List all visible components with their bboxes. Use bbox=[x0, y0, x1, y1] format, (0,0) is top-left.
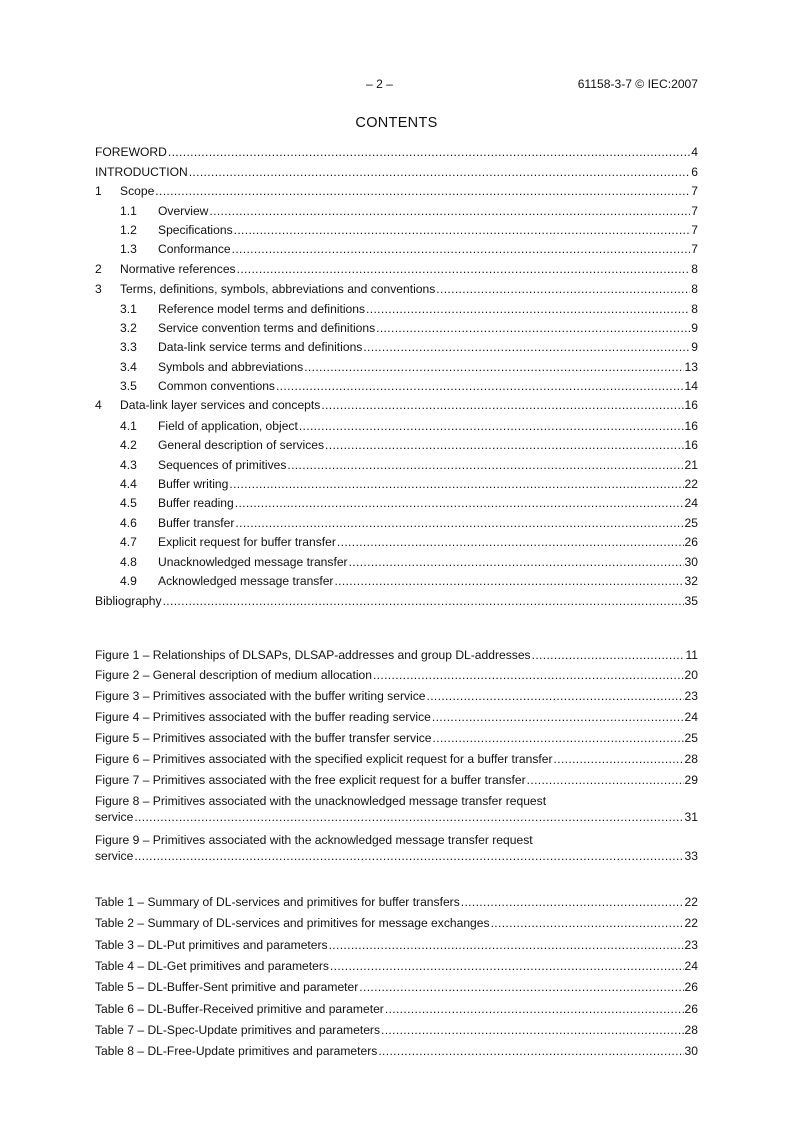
figure-entry-title: Figure 8 – Primitives associated with the unacknowledged message transfer request bbox=[95, 794, 547, 808]
toc-entry[interactable] bbox=[95, 184, 698, 200]
toc-entry-page: 35 bbox=[684, 594, 698, 608]
dot-leader bbox=[155, 184, 690, 198]
dot-leader bbox=[299, 419, 684, 433]
toc-entry[interactable] bbox=[95, 477, 698, 493]
figure-entry-page: 28 bbox=[684, 752, 698, 766]
dot-leader bbox=[363, 340, 690, 354]
toc-entry-number: 1.2 bbox=[120, 223, 137, 237]
toc-entry-title: Unacknowledged message transfer bbox=[158, 555, 348, 569]
figure-entry[interactable] bbox=[95, 773, 698, 789]
toc-entry-page: 9 bbox=[691, 340, 698, 354]
toc-entry[interactable] bbox=[95, 262, 698, 278]
table-entry-title: Table 4 – DL-Get primitives and parameters bbox=[95, 958, 329, 973]
table-entry-title: Table 3 – DL-Put primitives and parameters bbox=[95, 937, 328, 952]
table-entry[interactable] bbox=[95, 1002, 698, 1018]
toc-entry[interactable] bbox=[95, 496, 698, 512]
figure-entry-title: Figure 5 – Primitives associated with the buffer transfer service bbox=[95, 731, 432, 745]
dot-leader bbox=[168, 145, 690, 159]
toc-entry-page: 22 bbox=[684, 477, 698, 491]
figure-entry-title-cont: service bbox=[95, 810, 134, 824]
toc-entry-page: 14 bbox=[684, 379, 698, 393]
figure-entry[interactable] bbox=[95, 668, 698, 684]
figure-entry[interactable] bbox=[95, 648, 698, 664]
table-entry-page: 23 bbox=[684, 937, 698, 952]
table-entry[interactable] bbox=[95, 1023, 698, 1039]
toc-entry-title: Scope bbox=[120, 184, 155, 198]
toc-entry[interactable] bbox=[95, 165, 698, 181]
toc-entry-title: Reference model terms and definitions bbox=[158, 302, 366, 316]
toc-entry-title: Service convention terms and definitions bbox=[158, 321, 376, 335]
figure-entry[interactable] bbox=[95, 689, 698, 705]
toc-entry-title: Common conventions bbox=[158, 379, 275, 393]
toc-entry[interactable] bbox=[95, 145, 698, 161]
toc-entry[interactable] bbox=[95, 379, 698, 395]
figure-entry-page: 23 bbox=[684, 689, 698, 703]
dot-leader bbox=[366, 302, 690, 316]
table-entry[interactable] bbox=[95, 916, 698, 932]
dot-leader bbox=[232, 242, 691, 256]
figure-entry-page: 25 bbox=[684, 731, 698, 745]
toc-entry-title: General description of services bbox=[158, 438, 325, 452]
dot-leader bbox=[532, 648, 685, 662]
figure-entry[interactable] bbox=[95, 731, 698, 747]
dot-leader bbox=[337, 535, 684, 549]
dot-leader bbox=[334, 574, 683, 588]
toc-entry-page: 16 bbox=[684, 419, 698, 433]
figure-entry-page: 20 bbox=[684, 668, 698, 682]
table-entry-title: Table 7 – DL-Spec-Update primitives and parameters bbox=[95, 1022, 381, 1037]
figure-entry-title: Figure 2 – General description of medium allocation bbox=[95, 668, 372, 682]
toc-entry-page: 16 bbox=[684, 398, 698, 412]
toc-entry-title: Buffer transfer bbox=[158, 516, 235, 530]
toc-entry-title: Specifications bbox=[158, 223, 233, 237]
toc-entry-number: 3.3 bbox=[120, 340, 137, 354]
dot-leader bbox=[376, 321, 690, 335]
toc-entry-number: 3.2 bbox=[120, 321, 137, 335]
page-title: CONTENTS bbox=[355, 115, 438, 131]
toc-entry-page: 25 bbox=[684, 516, 698, 530]
table-entry-title: Table 1 – Summary of DL-services and primitives for buffer transfers bbox=[95, 895, 460, 909]
toc-entry-number: 4.9 bbox=[120, 574, 137, 588]
dot-leader bbox=[554, 752, 684, 766]
toc-entry-title: Sequences of primitives bbox=[158, 458, 287, 472]
toc-entry-title: Data-link service terms and definitions bbox=[158, 340, 363, 354]
dot-leader bbox=[432, 710, 684, 724]
figure-entry[interactable] bbox=[95, 833, 698, 865]
toc-entry-number: 2 bbox=[95, 262, 102, 276]
dot-leader bbox=[378, 1044, 683, 1058]
toc-entry[interactable] bbox=[95, 204, 698, 220]
dot-leader bbox=[329, 938, 684, 952]
figure-entry-title: Figure 6 – Primitives associated with the specified explicit request for a buffer transfer bbox=[95, 752, 553, 766]
table-entry-page: 22 bbox=[684, 916, 698, 931]
toc-entry-title: INTRODUCTION bbox=[95, 165, 188, 179]
toc-entry-page: 8 bbox=[691, 262, 698, 276]
figure-entry-page: 24 bbox=[684, 710, 698, 724]
toc-entry-page: 24 bbox=[684, 496, 698, 510]
figure-entry-title-cont: service bbox=[95, 849, 134, 863]
toc-entry-page: 7 bbox=[691, 223, 698, 237]
toc-entry-page: 21 bbox=[684, 458, 698, 472]
figure-entry-page: 11 bbox=[685, 648, 698, 662]
dot-leader bbox=[381, 1023, 684, 1037]
toc-entry-number: 4.8 bbox=[120, 555, 137, 569]
table-entry-page: 28 bbox=[684, 1022, 698, 1037]
figure-entry-title: Figure 4 – Primitives associated with the buffer reading service bbox=[95, 710, 431, 724]
toc-entry-page: 32 bbox=[684, 574, 698, 588]
toc-entry-number: 4.6 bbox=[120, 516, 137, 530]
figure-entry-title: Figure 3 – Primitives associated with the buffer writing service bbox=[95, 689, 426, 703]
figure-entry-title: Figure 7 – Primitives associated with the free explicit request for a buffer transfer bbox=[95, 773, 526, 787]
toc-entry-title: Symbols and abbreviations bbox=[158, 360, 304, 374]
toc-entry-title: Conformance bbox=[158, 242, 231, 256]
toc-entry-page: 8 bbox=[691, 302, 698, 316]
toc-entry-page: 16 bbox=[684, 438, 698, 452]
figure-entry-page: 33 bbox=[684, 849, 698, 863]
table-entry-page: 30 bbox=[684, 1044, 698, 1059]
toc-entry-title: FOREWORD bbox=[95, 145, 167, 159]
dot-leader bbox=[527, 773, 684, 787]
toc-entry[interactable] bbox=[95, 574, 698, 590]
dot-leader bbox=[235, 496, 684, 510]
toc-entry[interactable] bbox=[95, 438, 698, 454]
toc-entry[interactable] bbox=[95, 282, 698, 298]
figure-entry-continuation bbox=[95, 849, 698, 865]
dot-leader bbox=[436, 282, 690, 296]
toc-entry-title: Buffer reading bbox=[158, 496, 234, 510]
table-entry-page: 26 bbox=[684, 1001, 698, 1016]
dot-leader bbox=[349, 555, 684, 569]
figure-entry-title: Figure 1 – Relationships of DLSAPs, DLSAP-addresses and group DL-addresses bbox=[95, 648, 531, 662]
toc-entry-title: Normative references bbox=[120, 262, 236, 276]
dot-leader bbox=[276, 379, 684, 393]
toc-entry-page: 7 bbox=[691, 242, 698, 256]
dot-leader bbox=[461, 895, 684, 909]
toc-entry-number: 1.1 bbox=[120, 204, 137, 218]
toc-entry-number: 4.5 bbox=[120, 496, 137, 510]
dot-leader bbox=[321, 398, 683, 412]
dot-leader bbox=[359, 980, 683, 994]
document-reference: 61158-3-7 © IEC:2007 bbox=[577, 77, 698, 91]
toc-entry-number: 3.1 bbox=[120, 302, 137, 316]
toc-entry-number: 1.3 bbox=[120, 242, 137, 256]
table-entry-title: Table 2 – Summary of DL-services and primitives for message exchanges bbox=[95, 916, 490, 931]
figure-entry[interactable] bbox=[95, 794, 698, 826]
dot-leader bbox=[304, 360, 683, 374]
page-number: – 2 – bbox=[366, 77, 393, 91]
toc-entry-number: 4.1 bbox=[120, 419, 137, 433]
toc-entry[interactable] bbox=[95, 340, 698, 356]
dot-leader bbox=[229, 477, 683, 491]
dot-leader bbox=[134, 849, 683, 863]
table-entry-page: 22 bbox=[684, 895, 698, 909]
toc-entry-page: 9 bbox=[691, 321, 698, 335]
toc-entry-title: Acknowledged message transfer bbox=[158, 574, 334, 588]
dot-leader bbox=[330, 959, 684, 973]
toc-entry-page: 7 bbox=[691, 184, 698, 198]
dot-leader bbox=[426, 689, 683, 703]
toc-entry[interactable] bbox=[95, 458, 698, 474]
table-entry-page: 24 bbox=[684, 958, 698, 973]
toc-entry-page: 6 bbox=[691, 165, 698, 179]
toc-entry[interactable] bbox=[95, 360, 698, 376]
figure-entry-continuation bbox=[95, 810, 698, 826]
dot-leader bbox=[134, 810, 683, 824]
toc-entry-title: Explicit request for buffer transfer bbox=[158, 535, 336, 549]
table-entry-title: Table 8 – DL-Free-Update primitives and parameters bbox=[95, 1044, 378, 1059]
dot-leader bbox=[373, 668, 684, 682]
toc-entry-number: 4.3 bbox=[120, 458, 137, 472]
toc-entry-title: Terms, definitions, symbols, abbreviations and conventions bbox=[120, 282, 436, 296]
dot-leader bbox=[189, 165, 691, 179]
toc-entry-page: 4 bbox=[691, 145, 698, 159]
figure-entry-title: Figure 9 – Primitives associated with the acknowledged message transfer request bbox=[95, 833, 533, 847]
toc-entry-number: 3 bbox=[95, 282, 102, 296]
dot-leader bbox=[325, 438, 684, 452]
toc-entry[interactable] bbox=[95, 555, 698, 571]
figure-entry[interactable] bbox=[95, 710, 698, 726]
toc-entry-number: 4.7 bbox=[120, 535, 137, 549]
toc-entry-page: 13 bbox=[684, 360, 698, 374]
table-entry-title: Table 6 – DL-Buffer-Received primitive and parameter bbox=[95, 1001, 384, 1016]
figure-entry[interactable] bbox=[95, 752, 698, 768]
table-entry-title: Table 5 – DL-Buffer-Sent primitive and parameter bbox=[95, 980, 359, 995]
dot-leader bbox=[433, 731, 684, 745]
toc-entry[interactable] bbox=[95, 242, 698, 258]
toc-entry-page: 30 bbox=[684, 555, 698, 569]
dot-leader bbox=[234, 223, 691, 237]
toc-entry-number: 4.4 bbox=[120, 477, 137, 491]
toc-entry-number: 3.4 bbox=[120, 360, 137, 374]
toc-entry[interactable] bbox=[95, 302, 698, 318]
figure-entry-page: 31 bbox=[684, 810, 698, 824]
toc-entry-page: 26 bbox=[684, 535, 698, 549]
toc-entry-number: 4.2 bbox=[120, 438, 137, 452]
table-entry[interactable] bbox=[95, 938, 698, 954]
figure-entry-page: 29 bbox=[684, 773, 698, 787]
toc-entry[interactable] bbox=[95, 535, 698, 551]
dot-leader bbox=[235, 516, 683, 530]
table-entry[interactable] bbox=[95, 1044, 698, 1060]
toc-entry-number: 4 bbox=[95, 398, 102, 412]
dot-leader bbox=[237, 262, 691, 276]
toc-entry-title: Overview bbox=[158, 204, 209, 218]
toc-entry[interactable] bbox=[95, 398, 698, 414]
dot-leader bbox=[491, 916, 684, 930]
toc-entry-title: Bibliography bbox=[95, 594, 162, 608]
toc-entry[interactable] bbox=[95, 321, 698, 337]
table-entry[interactable] bbox=[95, 895, 698, 911]
table-entry[interactable] bbox=[95, 980, 698, 996]
dot-leader bbox=[209, 204, 690, 218]
dot-leader bbox=[163, 594, 684, 608]
toc-entry-title: Field of application, object bbox=[158, 419, 298, 433]
toc-entry-page: 7 bbox=[691, 204, 698, 218]
dot-leader bbox=[287, 458, 683, 472]
toc-entry-number: 1 bbox=[95, 184, 102, 198]
toc-entry[interactable] bbox=[95, 419, 698, 435]
table-entry[interactable] bbox=[95, 959, 698, 975]
toc-entry-page: 8 bbox=[691, 282, 698, 296]
table-entry-page: 26 bbox=[684, 980, 698, 995]
dot-leader bbox=[385, 1002, 684, 1016]
toc-entry[interactable] bbox=[95, 223, 698, 239]
toc-entry-title: Data-link layer services and concepts bbox=[120, 398, 321, 412]
toc-entry-number: 3.5 bbox=[120, 379, 137, 393]
toc-entry[interactable] bbox=[95, 594, 698, 610]
toc-entry-title: Buffer writing bbox=[158, 477, 229, 491]
toc-entry[interactable] bbox=[95, 516, 698, 532]
